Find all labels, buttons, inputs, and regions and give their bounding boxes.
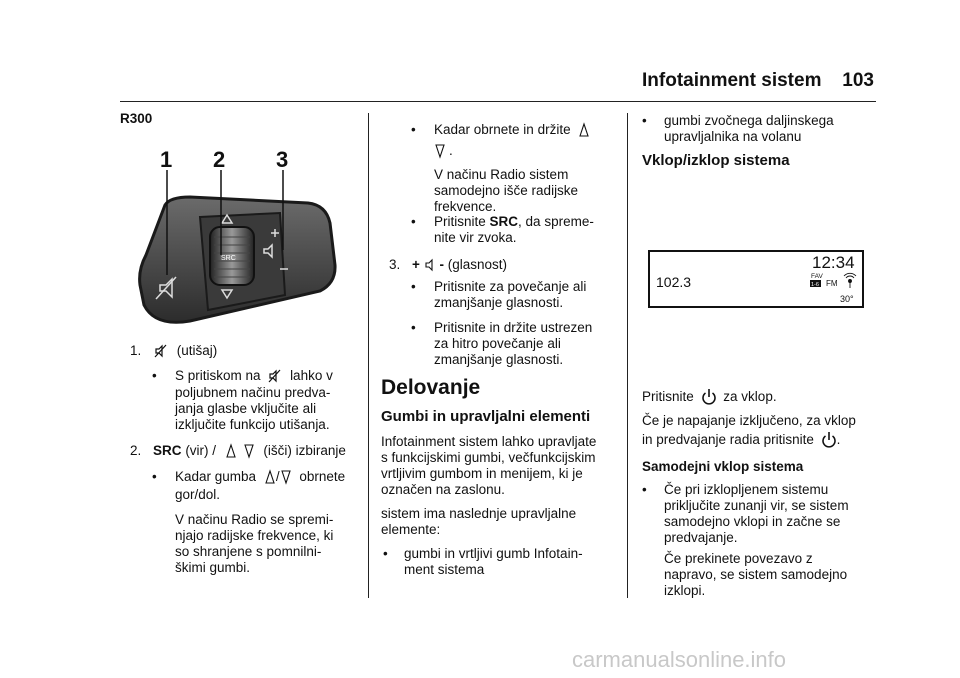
bullet-mute-line4: izključite funkcijo utišanja.: [175, 417, 330, 432]
header-rule: [120, 101, 876, 102]
mid-bullet-4-line2: za hitro povečanje ali: [434, 336, 561, 351]
mid-bullet-1-tail: .: [449, 143, 453, 158]
bullet-mute-line3: janja glasbe vključite ali: [175, 401, 317, 416]
mid-bullet-2-key: SRC: [489, 214, 519, 229]
display-time: 12:34: [812, 253, 855, 272]
mid-bullet-5-line1: gumbi in vrtljivi gumb Infotain-: [404, 546, 583, 561]
mid-para-2-line4: označen na zaslonu.: [381, 482, 505, 497]
radio-para-line4: škimi gumbi.: [175, 560, 251, 575]
section-label: R300: [120, 111, 153, 126]
item-2-number: 2.: [130, 443, 142, 458]
item-3-plus: +: [412, 257, 420, 272]
mid-para-2-line1: Infotainment sistem lahko upravljate: [381, 434, 597, 449]
bullet-marker: •: [411, 320, 416, 335]
bullet-mute-line2: poljubnem načinu predva-: [175, 385, 331, 400]
auto-power-heading: Samodejni vklop sistema: [642, 459, 804, 474]
radio-display: [648, 250, 864, 308]
mid-bullet-5-line2: ment sistema: [404, 562, 485, 577]
page-number: 103: [842, 70, 874, 91]
bullet-mute-pre: S pritiskom na: [175, 368, 261, 383]
right-para-1-line2-text: in predvajanje radia pritisnite: [642, 432, 814, 447]
bullet-marker: •: [411, 214, 416, 229]
callout-2: 2: [213, 147, 226, 172]
radio-para-line2: njajo radijske frekvence, ki: [175, 528, 334, 543]
item-1: [130, 342, 217, 359]
mid-bullet-2-line1: [434, 213, 594, 230]
item-3-minus: -: [439, 257, 444, 272]
mute-icon: [153, 343, 169, 359]
watermark: carmanualsonline.info: [572, 647, 787, 672]
bullet-marker: •: [411, 279, 416, 294]
right-bullet-1-line2: upravljalnika na volanu: [664, 129, 802, 144]
right-para-1-line2: [642, 431, 840, 449]
bullet-marker: •: [411, 122, 416, 137]
seek-down-icon: [280, 469, 292, 485]
mid-bullet-4-line1: Pritisnite in držite ustrezen: [434, 320, 593, 335]
item-2-mid: (vir) /: [185, 443, 217, 458]
radio-para-line3: so shranjene s pomnilni-: [175, 544, 322, 559]
item-3-number: 3.: [389, 257, 401, 272]
item-2-tail: (išči) izbiranje: [263, 443, 346, 458]
display-band: FM: [826, 279, 838, 288]
seek-down-icon: [242, 443, 256, 459]
radio-para-line1: V načinu Radio se spremi-: [175, 512, 334, 527]
right-para-2-line1: Če prekinete povezavo z: [664, 551, 813, 566]
mid-para-2-line2: s funkcijskimi gumbi, večfunkcijskim: [381, 450, 596, 465]
column-divider-2: [627, 113, 628, 598]
mid-bullet-3-line1: Pritisnite za povečanje ali: [434, 279, 587, 294]
press-power-pre: Pritisnite: [642, 389, 694, 404]
header-title: Infotainment sistem: [642, 70, 822, 91]
right-bullet-1-line1: gumbi zvočnega daljinskega: [664, 113, 834, 128]
bullet-marker: •: [383, 546, 388, 561]
right-para-2-line2: napravo, se sistem samodejno: [664, 567, 848, 582]
mid-bullet-1-pre: Kadar obrnete in držite: [434, 122, 571, 137]
seek-up-icon: [264, 469, 276, 485]
bullet-seek-line2: gor/dol.: [175, 487, 221, 502]
figure-src-label: SRC: [221, 255, 236, 262]
right-para-2-line3: izklopi.: [664, 583, 706, 598]
seek-up-icon: [224, 443, 238, 459]
press-power-line: [642, 388, 777, 406]
mid-para-3-line2: elemente:: [381, 522, 441, 537]
mid-para-3-line1: sistem ima naslednje upravljalne: [381, 506, 577, 521]
right-bullet-2-line2: priključite zunanji vir, se sistem: [664, 498, 849, 513]
mid-bullet-2-post: , da spreme-: [518, 214, 594, 229]
column-divider-1: [368, 113, 369, 598]
press-power-post: za vklop.: [723, 389, 777, 404]
mid-para-1-line3: frekvence.: [434, 199, 497, 214]
steering-controls-figure: [130, 145, 352, 330]
mid-bullet-4-line3: zmanjšanje glasnosti.: [434, 352, 564, 367]
volume-icon: [424, 257, 436, 273]
bullet-marker: •: [152, 469, 157, 484]
bullet-marker: •: [642, 113, 647, 128]
power-heading: Vklop/izklop sistema: [642, 152, 790, 169]
display-frequency: 102.3: [656, 274, 692, 290]
bullet-mute-post: lahko v: [290, 368, 333, 383]
mid-para-1-line2: samodejno išče radijske: [434, 183, 579, 198]
callout-3: 3: [276, 147, 289, 172]
display-fav: FAV: [811, 273, 823, 280]
item-3: [389, 256, 507, 273]
bullet-seek-post: obrnete: [299, 469, 346, 484]
section-heading: Delovanje: [381, 376, 481, 399]
mid-para-1-line1: V načinu Radio sistem: [434, 167, 569, 182]
mid-bullet-2-line2: nite vir zvoka.: [434, 230, 517, 245]
mid-bullet-1-line1: [434, 121, 590, 138]
mid-bullet-3-line2: zmanjšanje glasnosti.: [434, 295, 564, 310]
bullet-marker: •: [152, 368, 157, 383]
seek-down-icon: [434, 143, 446, 159]
mid-bullet-2-pre: Pritisnite: [434, 214, 486, 229]
item-2: [130, 442, 346, 459]
right-bullet-2-line1: Če pri izklopljenem sistemu: [664, 482, 829, 497]
right-para-1-tail: .: [836, 432, 841, 447]
mid-para-2-line3: vrtljivim gumbom in menijem, ki je: [381, 466, 583, 481]
item-1-number: 1.: [130, 343, 142, 358]
seek-up-icon: [578, 122, 590, 138]
callout-1: 1: [160, 147, 173, 172]
bullet-mute-line1: [175, 367, 333, 384]
right-bullet-2-line3: samodejno vklopi in začne se: [664, 514, 841, 529]
item-1-label: (utišaj): [176, 343, 218, 358]
mid-bullet-1-line2: [434, 142, 453, 159]
right-para-1-line1: Če je napajanje izključeno, za vklop: [642, 413, 856, 428]
bullet-seek-line1: Kadar gumba / obrnete: [175, 469, 346, 484]
mute-icon: [267, 368, 283, 384]
bullet-seek-pre: Kadar gumba: [175, 469, 257, 484]
bullet-marker: •: [642, 482, 647, 497]
item-2-key: SRC: [153, 443, 182, 458]
item-3-label: (glasnost): [447, 257, 507, 272]
power-icon: [701, 388, 717, 406]
subsection-heading: Gumbi in upravljalni elementi: [381, 408, 591, 425]
display-temp: 30°: [840, 294, 854, 304]
right-bullet-2-line4: predvajanje.: [664, 530, 738, 545]
page-header: [642, 70, 874, 98]
power-icon: [821, 431, 837, 449]
display-preset: 1-6: [811, 282, 819, 288]
